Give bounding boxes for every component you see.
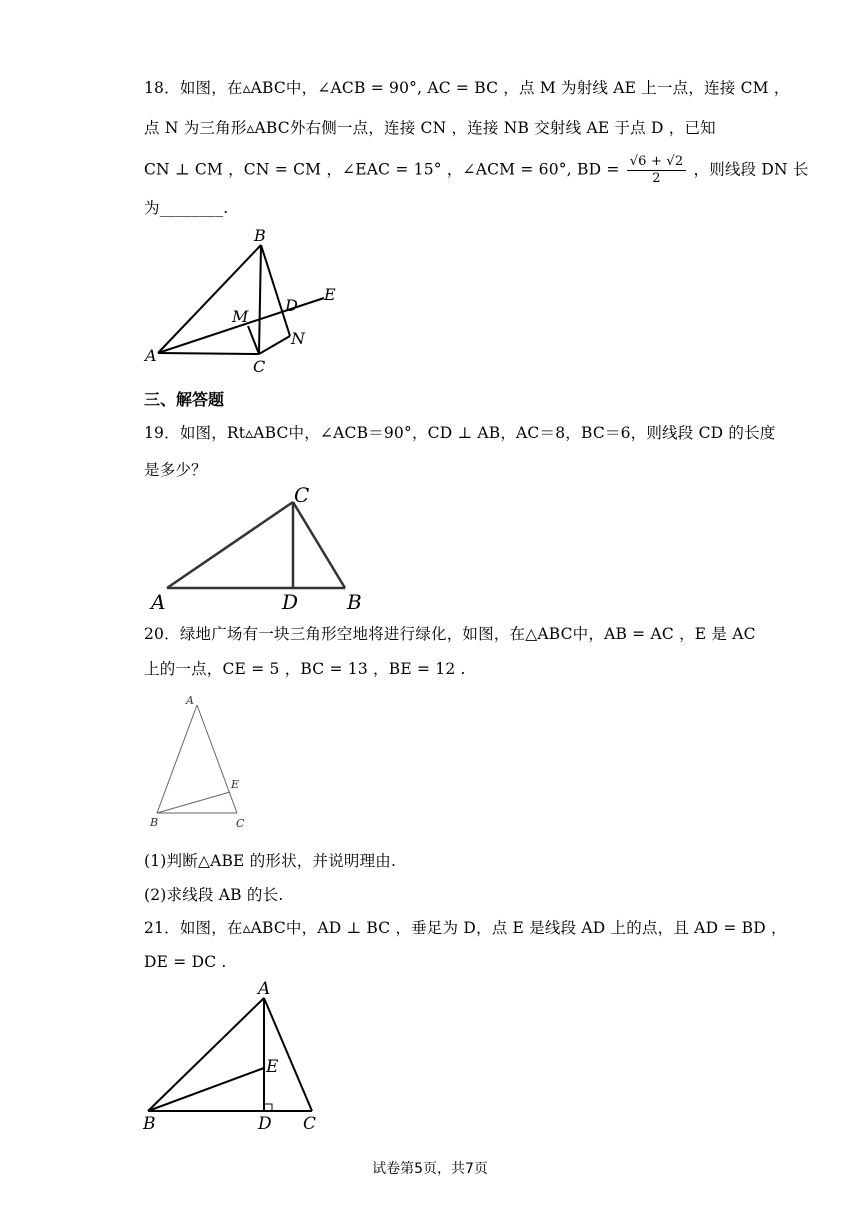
q20-segment-be bbox=[157, 792, 230, 813]
q20-line-1: 20．绿地广场有一块三角形空地将进行绿化，如图，在△ABC中，AB = AC ，E 是 AC bbox=[144, 625, 756, 643]
q18-line-3 bbox=[144, 154, 809, 187]
q20-label-a: A bbox=[186, 694, 194, 707]
q18-label-a: A bbox=[145, 346, 157, 365]
q18-fraction-denominator: 2 bbox=[652, 171, 661, 186]
q21-label-a: A bbox=[258, 979, 271, 999]
q18-line-4: 为________. bbox=[144, 199, 229, 217]
q20-label-c: C bbox=[236, 817, 245, 830]
q18-label-c: C bbox=[253, 357, 266, 376]
q21-label-c: C bbox=[303, 1114, 317, 1134]
q19-segment-cb bbox=[293, 502, 345, 588]
q18-label-d: D bbox=[285, 296, 298, 315]
q21-right-angle-mark bbox=[264, 1104, 272, 1111]
q19-label-c: C bbox=[294, 483, 310, 507]
q18-segment-ac bbox=[158, 353, 259, 354]
q19-label-a: A bbox=[151, 590, 166, 614]
q19-line-1: 19．如图，Rt▵ABC中，∠ACB＝90°，CD ⊥ AB，AC＝8，BC＝6，则线段 CD 的长度 bbox=[144, 424, 776, 442]
q20-label-e: E bbox=[231, 778, 240, 791]
q21-segment-be bbox=[148, 1068, 264, 1111]
section-3-title: 三、解答题 bbox=[144, 390, 225, 409]
q18-line-1: 18．如图，在▵ABC中，∠ACB = 90°, AC = BC ，点 M 为射线 AE 上一点，连接 CM ， bbox=[144, 79, 790, 97]
q21-label-d: D bbox=[258, 1114, 272, 1134]
page-footer: 试卷第5页，共7页 bbox=[372, 1161, 488, 1177]
q20-figure bbox=[145, 690, 255, 830]
q19-label-d: D bbox=[282, 590, 299, 614]
q18-figure bbox=[140, 225, 360, 375]
q18-line-3-post: ，则线段 DN 长 bbox=[693, 160, 809, 179]
q18-label-m: M bbox=[232, 307, 249, 326]
q21-figure bbox=[140, 975, 330, 1135]
q18-line-3-pre: CN ⊥ CM ，CN = CM ，∠EAC = 15° ，∠ACM = 60°, BD = bbox=[144, 160, 620, 179]
q18-label-e: E bbox=[324, 285, 336, 304]
q20-sub-1: (1)判断△ABE 的形状，并说明理由. bbox=[144, 852, 397, 870]
q19-segment-ac bbox=[167, 502, 293, 588]
q18-label-n: N bbox=[291, 329, 305, 348]
q21-segment-ac bbox=[264, 998, 312, 1111]
q18-segment-bc bbox=[259, 245, 261, 354]
q18-fraction-numerator: √6 + √2 bbox=[627, 154, 687, 171]
q18-segment-cm bbox=[248, 326, 259, 354]
q21-label-b: B bbox=[143, 1114, 156, 1134]
q18-line-2: 点 N 为三角形▵ABC外右侧一点，连接 CN ，连接 NB 交射线 AE 于点 D ，已知 bbox=[144, 119, 716, 137]
q20-segment-ac bbox=[197, 705, 240, 813]
q21-segment-ab bbox=[148, 998, 264, 1111]
q20-line-2: 上的一点，CE = 5 ，BC = 13 ，BE = 12 . bbox=[144, 660, 466, 678]
q19-figure bbox=[145, 482, 375, 612]
q20-label-b: B bbox=[150, 816, 159, 829]
q19-line-2: 是多少？ bbox=[144, 461, 207, 479]
q21-label-e: E bbox=[266, 1057, 279, 1077]
q18-label-b: B bbox=[254, 226, 266, 245]
q18-segment-cn bbox=[259, 336, 290, 354]
q18-fraction bbox=[627, 154, 687, 187]
q21-line-2: DE = DC . bbox=[144, 953, 227, 971]
q20-segment-ab bbox=[157, 705, 197, 813]
q18-segment-bn bbox=[261, 245, 290, 336]
q21-line-1: 21．如图，在▵ABC中，AD ⊥ BC ，垂足为 D，点 E 是线段 AD 上的点，且 AD = BD ， bbox=[144, 919, 787, 937]
q19-label-b: B bbox=[347, 590, 362, 614]
q20-sub-2: (2)求线段 AB 的长. bbox=[144, 886, 284, 904]
